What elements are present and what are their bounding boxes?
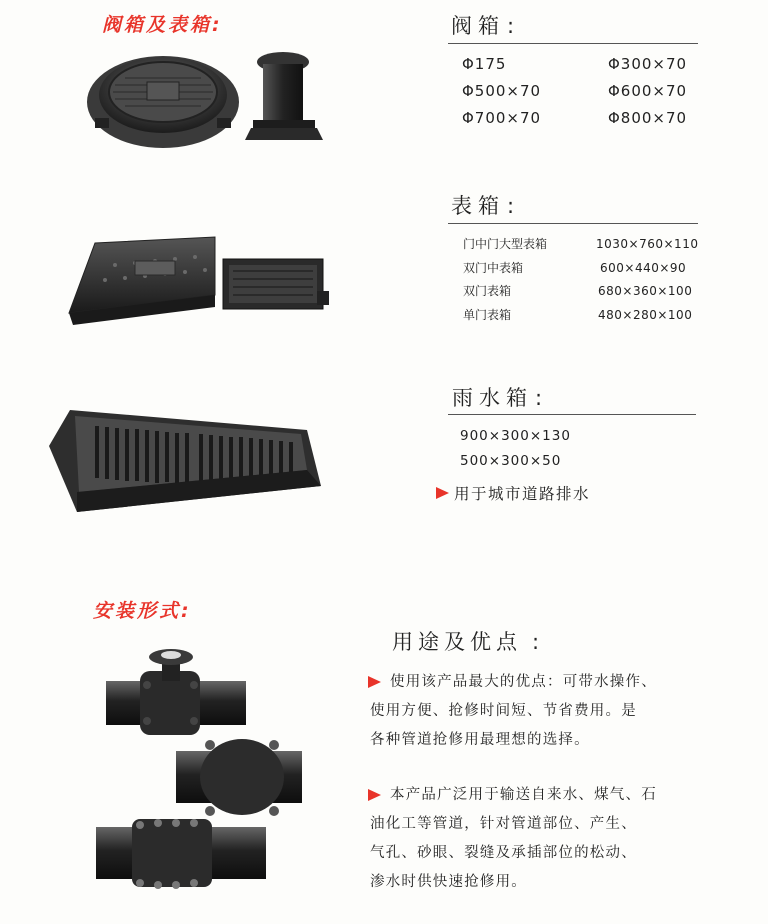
installation-heading: 安装形式: xyxy=(93,600,192,622)
paragraph-line: 油化工等管道，针对管道部位、产生、 xyxy=(370,816,637,832)
spec-item: Φ300×70 xyxy=(608,55,688,73)
paragraph-line: 渗水时供快速抢修用。 xyxy=(370,874,527,890)
rain-box-title-colon: : xyxy=(535,386,549,410)
spec-item: Φ600×70 xyxy=(608,82,688,100)
meter-box-size: 1030×760×110 xyxy=(596,237,699,251)
meter-box-title xyxy=(451,190,520,220)
paragraph-line: 使用该产品最大的优点：可带水操作、 xyxy=(390,674,657,690)
valve-box-specs-right xyxy=(608,51,687,132)
paragraph-line: 气孔、砂眼、裂缝及承插部位的松动、 xyxy=(370,845,637,861)
paragraph-line: 各种管道抢修用最理想的选择。 xyxy=(370,732,590,748)
valve-box-photo xyxy=(85,40,325,155)
spec-item: 500×300×50 xyxy=(460,453,562,469)
usage-title-colon: : xyxy=(532,630,545,654)
meter-box-name: 双门中表箱 xyxy=(463,260,524,275)
usage-paragraph-2 xyxy=(370,781,657,897)
meter-box-title-text: 表箱 xyxy=(451,194,505,218)
spec-item: Φ500×70 xyxy=(462,82,542,100)
installation-photo xyxy=(92,645,312,895)
valve-meter-box-heading: 阀箱及表箱: xyxy=(102,14,223,36)
rain-box-usage: 用于城市道路排水 xyxy=(454,485,591,503)
spec-item: 900×300×130 xyxy=(460,428,571,444)
rain-box-divider xyxy=(448,414,696,415)
valve-box-title xyxy=(451,10,520,40)
valve-box-specs-left xyxy=(462,51,541,132)
usage-paragraph-1 xyxy=(370,668,657,755)
bullet-arrow-icon xyxy=(368,676,381,688)
paragraph-line: 本产品广泛用于输送自来水、煤气、石 xyxy=(390,787,657,803)
spec-item: Φ175 xyxy=(462,55,507,73)
meter-box-photo xyxy=(65,235,340,330)
meter-box-names xyxy=(463,233,547,327)
spec-item: Φ700×70 xyxy=(462,109,542,127)
paragraph-line: 使用方便、抢修时间短、节省费用。是 xyxy=(370,703,637,719)
meter-box-name: 双门表箱 xyxy=(463,284,512,298)
valve-box-divider xyxy=(448,43,698,44)
meter-box-size: 480×280×100 xyxy=(598,307,693,322)
valve-box-title-colon: : xyxy=(507,14,521,38)
meter-box-divider xyxy=(448,223,698,224)
rain-box-photo xyxy=(45,408,325,516)
bullet-arrow-icon xyxy=(368,789,381,801)
meter-box-size: 680×360×100 xyxy=(598,284,693,298)
meter-box-title-colon: : xyxy=(507,194,521,218)
meter-box-name: 门中门大型表箱 xyxy=(463,237,548,251)
meter-box-size: 600×440×90 xyxy=(600,260,687,275)
bullet-arrow-icon xyxy=(436,487,449,499)
usage-title-text: 用途及优点 xyxy=(392,630,522,654)
spec-item: Φ800×70 xyxy=(608,109,688,127)
meter-box-sizes xyxy=(596,233,698,327)
rain-box-title xyxy=(452,382,548,412)
valve-box-title-text: 阀箱 xyxy=(451,14,505,38)
meter-box-name: 单门表箱 xyxy=(463,307,512,322)
usage-title xyxy=(392,626,544,656)
rain-box-specs xyxy=(460,424,571,474)
rain-box-title-text: 雨水箱 xyxy=(452,386,533,410)
